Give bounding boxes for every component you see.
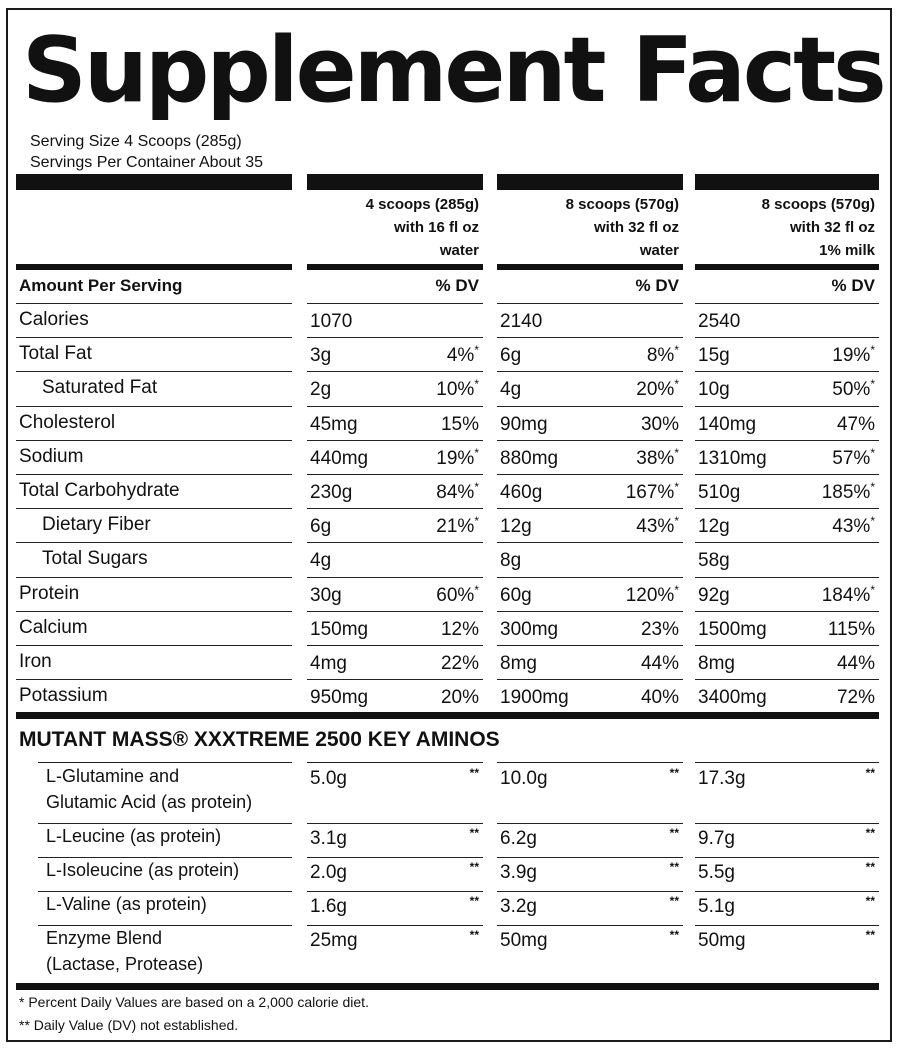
amino-divider: [497, 891, 683, 892]
row-divider: [497, 577, 683, 578]
nutrient-name: Total Sugars: [42, 548, 148, 570]
amino-dv: **: [669, 766, 679, 780]
row-divider: [695, 406, 879, 407]
nutrient-amount: 90mg: [500, 413, 548, 435]
footnote-asterisk: *: [870, 445, 875, 460]
amino-amount: 5.0g: [310, 768, 347, 789]
nutrient-amount: 1900mg: [500, 687, 569, 709]
row-divider: [16, 406, 292, 407]
amount-per-serving-label: Amount Per Serving: [19, 276, 183, 295]
amino-dv: **: [865, 928, 875, 942]
nutrient-dv: 84%*: [436, 480, 479, 503]
nutrient-dv: 19%*: [832, 343, 875, 367]
amino-amount: 25mg: [310, 930, 358, 951]
column-header-line3: water: [639, 242, 679, 259]
column-header-line3: water: [439, 242, 479, 259]
nutrient-dv: 38%*: [636, 445, 679, 469]
amino-divider: [695, 762, 879, 763]
nutrient-amount: 510g: [698, 482, 741, 503]
nutrient-dv: 43%*: [636, 514, 679, 538]
row-divider: [307, 611, 483, 612]
footnote-asterisk: *: [870, 514, 875, 529]
amino-amount: 3.1g: [310, 828, 347, 849]
row-divider: [695, 440, 879, 441]
amino-divider: [38, 762, 292, 763]
nutrient-amount: 6g: [500, 345, 522, 367]
amino-amount: 3.9g: [500, 862, 537, 883]
row-divider: [497, 440, 683, 441]
row-divider: [16, 474, 292, 475]
nutrient-name: Potassium: [19, 685, 108, 707]
nutrient-dv: 185%*: [821, 480, 875, 503]
footnote-asterisk: *: [674, 377, 679, 392]
top-bar-col-3: [695, 174, 879, 190]
nutrient-dv: 43%*: [832, 514, 875, 538]
nutrient-amount: 30g: [310, 584, 342, 606]
nutrient-dv: 72%: [836, 687, 875, 709]
amino-amount: 3.2g: [500, 896, 537, 917]
row-divider: [307, 508, 483, 509]
column-header-3: [695, 193, 875, 262]
nutrient-dv: 10%*: [436, 377, 479, 401]
nutrient-dv: 30%: [640, 413, 679, 435]
nutrient-dv: 60%*: [436, 582, 479, 606]
nutrient-dv: 12%: [440, 618, 479, 640]
amino-dv: **: [469, 894, 479, 908]
nutrient-dv: 8%*: [646, 343, 679, 367]
row-divider: [307, 303, 483, 304]
nutrient-amount: 6g: [310, 516, 332, 538]
amino-dv: **: [669, 928, 679, 942]
nutrient-amount: 3g: [310, 345, 332, 367]
row-divider: [16, 337, 292, 338]
amino-name-line1: L-Glutamine and: [46, 766, 180, 786]
row-divider: [16, 542, 292, 543]
footnote-asterisk: *: [870, 480, 875, 494]
nutrient-name: Sodium: [19, 445, 84, 467]
column-header-line1: 8 scoops (570g): [761, 196, 875, 213]
nutrient-dv: 19%*: [436, 445, 479, 469]
nutrient-name: Calcium: [19, 616, 88, 638]
nutrient-amount: 880mg: [500, 447, 559, 469]
row-divider: [307, 474, 483, 475]
nutrient-amount: 3400mg: [698, 687, 767, 709]
footnote-dv: * Percent Daily Values are based on a 2,000 calorie diet.: [19, 994, 369, 1010]
nutrient-name: Calories: [19, 309, 89, 330]
nutrient-amount: 1070: [310, 311, 353, 332]
row-divider: [16, 508, 292, 509]
row-divider: [695, 577, 879, 578]
amino-divider: [307, 857, 483, 858]
row-divider: [497, 611, 683, 612]
amino-dv: **: [469, 928, 479, 942]
column-header-line1: 8 scoops (570g): [565, 196, 679, 213]
nutrient-name: Saturated Fat: [42, 377, 158, 399]
nutrient-amount: 140mg: [698, 413, 757, 435]
amino-divider: [695, 857, 879, 858]
row-divider: [695, 508, 879, 509]
row-divider: [16, 371, 292, 372]
amino-amount: 9.7g: [698, 828, 735, 849]
column-header-line1: 4 scoops (285g): [365, 196, 479, 213]
row-divider: [695, 371, 879, 372]
serving-info: [30, 131, 263, 173]
amino-amount: 1.6g: [310, 896, 347, 917]
nutrient-dv: 47%: [836, 413, 875, 435]
nutrient-dv: 21%*: [436, 514, 479, 538]
nutrient-dv: 184%*: [821, 582, 875, 606]
nutrient-dv: 44%: [640, 653, 679, 674]
footnote-asterisk: *: [474, 480, 479, 494]
nutrient-name: Total Carbohydrate: [19, 480, 180, 501]
row-divider: [497, 645, 683, 646]
nutrient-dv: 40%: [640, 687, 679, 709]
nutrient-name: Protein: [19, 582, 80, 604]
nutrient-amount: 8mg: [500, 653, 537, 674]
footnote-asterisk: *: [674, 343, 679, 358]
column-header-line3: 1% milk: [819, 242, 875, 259]
footnote-asterisk: *: [474, 343, 479, 358]
row-divider: [497, 406, 683, 407]
footnote-asterisk: *: [674, 514, 679, 529]
amino-divider: [497, 857, 683, 858]
amino-divider: [38, 857, 292, 858]
nutrient-dv: 22%: [440, 653, 479, 674]
amino-divider: [497, 925, 683, 926]
row-divider: [16, 679, 292, 680]
amino-name-line1: L-Isoleucine (as protein): [46, 860, 240, 880]
amino-amount: 50mg: [698, 930, 746, 951]
column-header-1: [307, 193, 479, 262]
amino-amount: 10.0g: [500, 768, 548, 789]
amino-name-line1: L-Leucine (as protein): [46, 826, 222, 846]
dv-header-col-2: % DV: [635, 276, 679, 295]
top-bar-label: [16, 174, 292, 190]
nutrient-amount: 15g: [698, 345, 730, 367]
nutrient-amount: 60g: [500, 584, 532, 606]
nutrient-name: Total Fat: [19, 343, 92, 365]
row-divider: [497, 474, 683, 475]
amino-name-line2: (Lactase, Protease): [46, 954, 204, 974]
nutrient-amount: 440mg: [310, 447, 369, 469]
amino-dv: **: [865, 826, 875, 840]
nutrient-amount: 1500mg: [698, 618, 767, 640]
servings-per-container: Servings Per Container About 35: [30, 154, 264, 171]
row-divider: [695, 679, 879, 680]
footnote-asterisk: *: [474, 377, 479, 392]
nutrient-amount: 45mg: [310, 413, 358, 435]
nutrient-amount: 4g: [310, 550, 332, 572]
amino-dv: **: [865, 860, 875, 874]
amino-dv: **: [669, 860, 679, 874]
nutrient-dv: 20%: [440, 687, 479, 709]
footnote-asterisk: *: [474, 445, 479, 460]
footnote-asterisk: *: [870, 582, 875, 597]
nutrient-amount: 300mg: [500, 618, 559, 640]
row-divider: [16, 611, 292, 612]
top-bar-col-2: [497, 174, 683, 190]
row-divider: [307, 337, 483, 338]
panel-title: Supplement Facts: [22, 18, 884, 123]
amino-divider: [695, 925, 879, 926]
row-divider: [16, 440, 292, 441]
row-divider: [695, 337, 879, 338]
footnote-asterisk: *: [674, 582, 679, 597]
nutrient-name: Dietary Fiber: [42, 514, 151, 536]
nutrient-dv: 23%: [640, 618, 679, 640]
footnote-not-established: ** Daily Value (DV) not established.: [19, 1017, 239, 1033]
footnote-asterisk: *: [474, 514, 479, 529]
row-divider: [307, 371, 483, 372]
row-divider: [695, 611, 879, 612]
nutrient-amount: 150mg: [310, 618, 369, 640]
serving-size: Serving Size 4 Scoops (285g): [30, 133, 242, 150]
amino-divider: [695, 823, 879, 824]
nutrient-amount: 12g: [698, 516, 730, 538]
amino-amount: 6.2g: [500, 828, 537, 849]
aminos-divider-bar: [16, 712, 879, 719]
row-divider: [307, 645, 483, 646]
nutrient-dv: 50%*: [832, 377, 875, 401]
amino-dv: **: [669, 894, 679, 908]
nutrient-dv: 120%*: [625, 582, 679, 606]
nutrient-amount: 2140: [500, 311, 543, 332]
footnote-asterisk: *: [674, 445, 679, 460]
row-divider: [497, 679, 683, 680]
amino-divider: [38, 925, 292, 926]
nutrient-dv: 15%: [440, 413, 479, 435]
amino-amount: 17.3g: [698, 768, 746, 789]
nutrient-amount: 58g: [698, 550, 730, 572]
amino-dv: **: [469, 766, 479, 780]
amino-divider: [497, 823, 683, 824]
nutrient-dv: 167%*: [625, 480, 679, 503]
nutrient-dv: 20%*: [636, 377, 679, 401]
row-divider: [307, 577, 483, 578]
amino-amount: 5.1g: [698, 896, 735, 917]
column-header-2: [497, 193, 679, 262]
row-divider: [695, 542, 879, 543]
amino-name-line2: Glutamic Acid (as protein): [46, 792, 253, 812]
footnote-asterisk: *: [870, 377, 875, 392]
row-divider: [497, 508, 683, 509]
amino-amount: 2.0g: [310, 862, 347, 883]
nutrient-dv: 44%: [836, 653, 875, 674]
footnote-asterisk: *: [870, 343, 875, 358]
row-divider: [695, 474, 879, 475]
nutrient-amount: 8g: [500, 550, 522, 572]
amino-dv: **: [469, 826, 479, 840]
nutrient-amount: 950mg: [310, 687, 369, 709]
header-bar-label: [16, 264, 292, 270]
amino-dv: **: [469, 860, 479, 874]
nutrient-name: Iron: [19, 651, 52, 672]
header-bar-col-2: [497, 264, 683, 270]
nutrient-amount: 2540: [698, 311, 741, 332]
column-header-line2: with 32 fl oz: [593, 219, 679, 236]
row-divider: [16, 577, 292, 578]
amino-divider: [307, 925, 483, 926]
row-divider: [695, 303, 879, 304]
aminos-heading: MUTANT MASS® XXXTREME 2500 KEY AMINOS: [19, 728, 500, 751]
footnote-asterisk: *: [474, 582, 479, 597]
dv-header-col-3: % DV: [831, 276, 875, 295]
amino-dv: **: [669, 826, 679, 840]
row-divider: [16, 645, 292, 646]
row-divider: [16, 303, 292, 304]
amino-divider: [695, 891, 879, 892]
column-header-line2: with 16 fl oz: [393, 219, 479, 236]
dv-header-col-1: % DV: [435, 276, 479, 295]
nutrient-dv: 57%*: [832, 445, 875, 469]
row-divider: [497, 371, 683, 372]
footer-bar: [16, 983, 879, 990]
amino-divider: [38, 823, 292, 824]
amino-dv: **: [865, 766, 875, 780]
amino-divider: [307, 891, 483, 892]
amino-dv: **: [865, 894, 875, 908]
amino-divider: [307, 762, 483, 763]
amino-divider: [38, 891, 292, 892]
header-bar-col-3: [695, 264, 879, 270]
nutrient-dv: 4%*: [446, 343, 479, 367]
row-divider: [695, 645, 879, 646]
nutrient-amount: 12g: [500, 516, 532, 538]
amino-amount: 5.5g: [698, 862, 735, 883]
nutrient-name: Cholesterol: [19, 411, 116, 433]
row-divider: [497, 303, 683, 304]
nutrient-dv: 115%: [827, 618, 875, 640]
row-divider: [307, 406, 483, 407]
nutrient-amount: 2g: [310, 379, 332, 401]
footnote-asterisk: *: [674, 480, 679, 494]
row-divider: [307, 679, 483, 680]
nutrient-amount: 8mg: [698, 653, 735, 674]
nutrient-amount: 460g: [500, 482, 543, 503]
header-bar-col-1: [307, 264, 483, 270]
nutrient-amount: 4mg: [310, 653, 347, 674]
row-divider: [497, 337, 683, 338]
row-divider: [497, 542, 683, 543]
nutrient-amount: 10g: [698, 379, 730, 401]
row-divider: [307, 542, 483, 543]
row-divider: [307, 440, 483, 441]
column-header-line2: with 32 fl oz: [789, 219, 875, 236]
top-bar-col-1: [307, 174, 483, 190]
amino-amount: 50mg: [500, 930, 548, 951]
nutrient-amount: 1310mg: [698, 447, 767, 469]
amino-divider: [307, 823, 483, 824]
nutrient-amount: 92g: [698, 584, 730, 606]
nutrient-amount: 230g: [310, 482, 353, 503]
amino-name-line1: Enzyme Blend: [46, 928, 163, 948]
amino-divider: [497, 762, 683, 763]
nutrient-amount: 4g: [500, 379, 522, 401]
amino-name-line1: L-Valine (as protein): [46, 894, 207, 914]
